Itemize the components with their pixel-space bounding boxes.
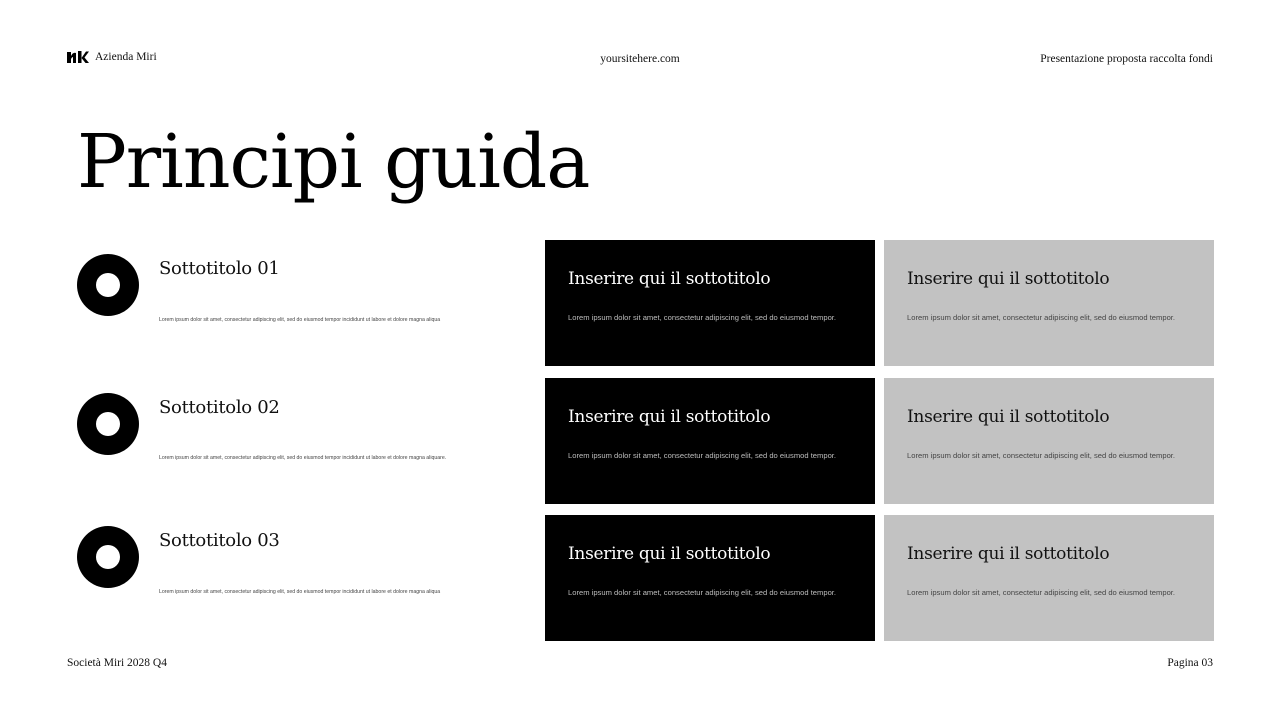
principle-item <box>77 526 507 606</box>
ring-icon <box>77 393 139 455</box>
footer-company-period: Società Miri 2028 Q4 <box>67 657 167 669</box>
card-body: Lorem ipsum dolor sit amet, consectetur adipiscing elit, sed do eiusmod tempor. <box>568 588 837 597</box>
card-body: Lorem ipsum dolor sit amet, consectetur adipiscing elit, sed do eiusmod tempor. <box>568 451 837 460</box>
page-title: Principi guida <box>77 119 590 205</box>
card-body: Lorem ipsum dolor sit amet, consectetur adipiscing elit, sed do eiusmod tempor. <box>568 313 837 322</box>
info-card <box>884 515 1214 641</box>
info-card <box>545 515 875 641</box>
card-body: Lorem ipsum dolor sit amet, consectetur adipiscing elit, sed do eiusmod tempor. <box>907 313 1176 322</box>
principle-title: Sottotitolo 03 <box>159 530 280 551</box>
card-title: Inserire qui il sottotitolo <box>568 269 771 289</box>
ring-icon <box>77 526 139 588</box>
page-number: Pagina 03 <box>1167 657 1213 669</box>
info-card <box>545 240 875 366</box>
card-body: Lorem ipsum dolor sit amet, consectetur adipiscing elit, sed do eiusmod tempor. <box>907 588 1176 597</box>
principle-item <box>77 393 507 473</box>
principle-title: Sottotitolo 02 <box>159 397 280 418</box>
principle-title: Sottotitolo 01 <box>159 258 280 279</box>
card-title: Inserire qui il sottotitolo <box>568 544 771 564</box>
website-url: yoursitehere.com <box>600 53 680 65</box>
card-title: Inserire qui il sottotitolo <box>907 269 1110 289</box>
info-card <box>884 378 1214 504</box>
principle-body: Lorem ipsum dolor sit amet, consectetur adipiscing elit, sed do eiusmod tempor incididunt ut labore et dolore magna aliquare. <box>159 455 447 461</box>
document-label: Presentazione proposta raccolta fondi <box>1040 53 1213 65</box>
card-title: Inserire qui il sottotitolo <box>907 407 1110 427</box>
card-body: Lorem ipsum dolor sit amet, consectetur adipiscing elit, sed do eiusmod tempor. <box>907 451 1176 460</box>
principle-body: Lorem ipsum dolor sit amet, consectetur adipiscing elit, sed do eiusmod tempor incididunt ut labore et dolore magna aliqua <box>159 589 441 595</box>
brand-name: Azienda Miri <box>95 51 157 63</box>
ring-icon <box>77 254 139 316</box>
principle-body: Lorem ipsum dolor sit amet, consectetur adipiscing elit, sed do eiusmod tempor incididunt ut labore et dolore magna aliqua <box>159 317 441 323</box>
principle-item <box>77 254 507 334</box>
card-title: Inserire qui il sottotitolo <box>907 544 1110 564</box>
info-card <box>545 378 875 504</box>
card-title: Inserire qui il sottotitolo <box>568 407 771 427</box>
info-card <box>884 240 1214 366</box>
